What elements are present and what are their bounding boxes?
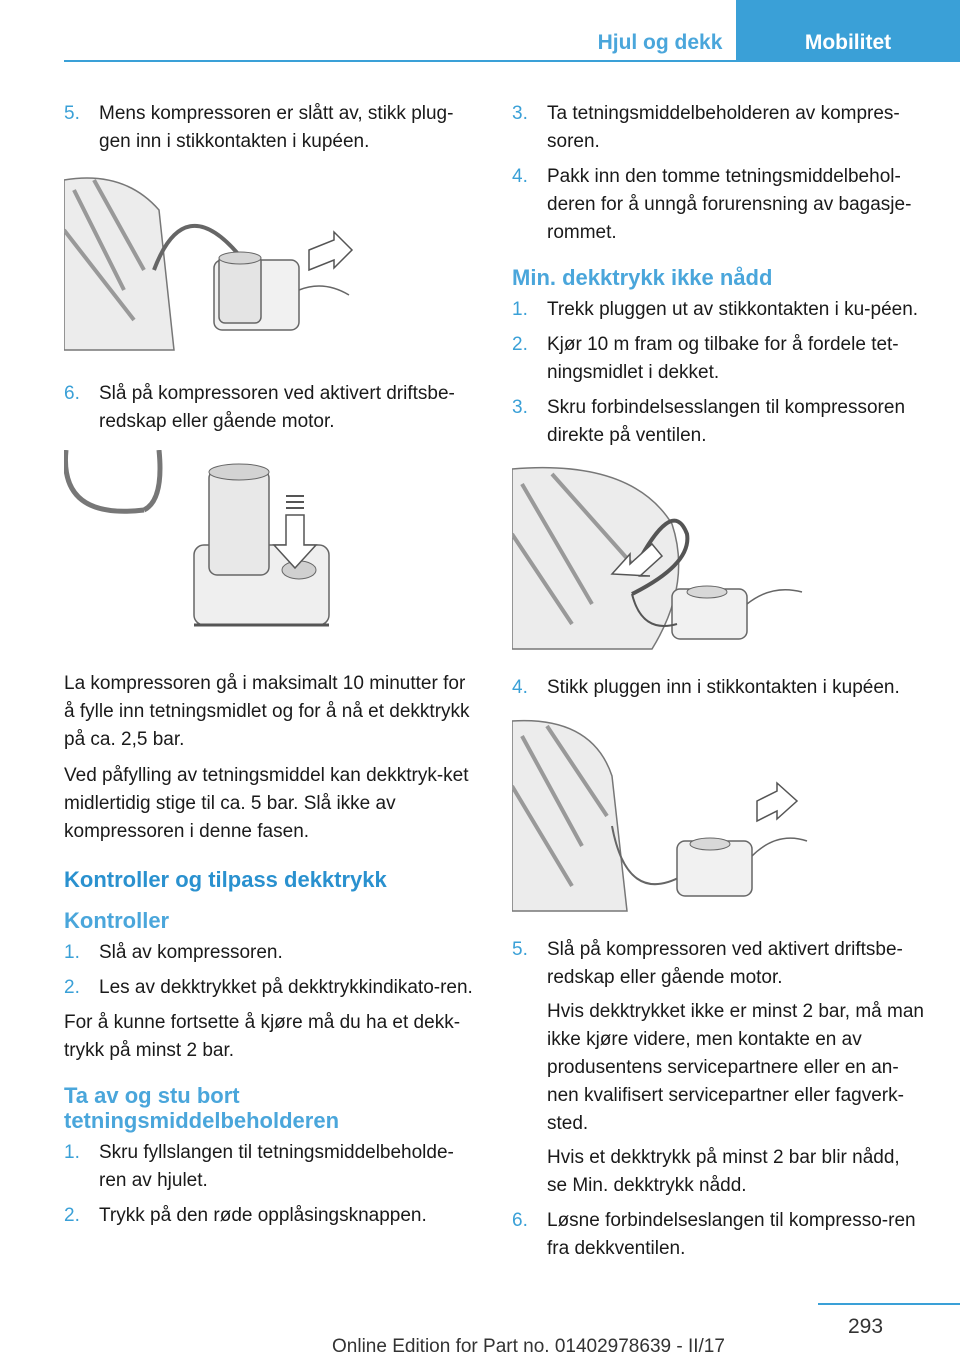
list-text: Mens kompressoren er slått av, stikk plug-gen inn i stikkontakten i kupéen. bbox=[99, 103, 454, 152]
list-item bbox=[512, 100, 924, 156]
list-number: 4. bbox=[512, 677, 528, 698]
list-text: Ta tetningsmiddelbeholderen av kompres-soren. bbox=[547, 103, 900, 152]
list-text: Slå på kompressoren ved aktivert driftsbe-redskap eller gående motor. bbox=[547, 939, 903, 988]
list-number: 2. bbox=[64, 977, 80, 998]
list-item bbox=[512, 394, 924, 450]
list-item bbox=[512, 296, 924, 324]
list-text: Skru forbindelsesslangen til kompressoren direkte på ventilen. bbox=[547, 397, 906, 446]
chapter-tab[interactable]: Mobilitet bbox=[736, 0, 960, 62]
list-item bbox=[64, 1202, 476, 1230]
list-item bbox=[64, 380, 476, 436]
paragraph: For å kunne fortsette å kjøre må du ha et dekk-trykk på minst 2 bar. bbox=[64, 1012, 461, 1061]
list-number: 3. bbox=[512, 397, 528, 418]
list-number: 1. bbox=[512, 299, 528, 320]
list-number: 4. bbox=[512, 166, 528, 187]
page-number: 293 bbox=[848, 1315, 884, 1338]
list-text: Slå av kompressoren. bbox=[99, 942, 283, 963]
paragraph: Ved påfylling av tetningsmiddel kan dekktryk-ket midlertidig stige til ca. 5 bar. Slå ikke av kompressoren i denne fasen. bbox=[64, 765, 469, 842]
list-item bbox=[64, 100, 476, 156]
list-number: 3. bbox=[512, 103, 528, 124]
subsection-heading: Min. dekktrykk ikke nådd bbox=[512, 265, 773, 290]
list-text: Pakk inn den tomme tetningsmiddelbehol-deren for å unngå forurensning av bagasje-rommet. bbox=[547, 166, 912, 243]
list-text: Kjør 10 m fram og tilbake for å fordele tet-ningsmidlet i dekket. bbox=[547, 334, 899, 383]
compressor-plug-illustration bbox=[64, 170, 364, 360]
footer-rule bbox=[818, 1303, 960, 1305]
list-number: 2. bbox=[64, 1205, 80, 1226]
list-text: Løsne forbindelseslangen til kompresso-ren fra dekkventilen. bbox=[547, 1210, 916, 1259]
list-text: Skru fyllslangen til tetningsmiddelbeholde-ren av hjulet. bbox=[99, 1142, 454, 1191]
left-column bbox=[64, 100, 476, 1237]
list-subparagraph: Hvis et dekktrykk på minst 2 bar blir nådd, se Min. dekktrykk nådd. bbox=[547, 1147, 900, 1196]
list-item bbox=[512, 674, 924, 702]
compressor-switch-illustration bbox=[64, 450, 354, 650]
section-tab[interactable]: Hjul og dekk bbox=[584, 0, 736, 60]
list-number: 2. bbox=[512, 334, 528, 355]
list-number: 6. bbox=[512, 1210, 528, 1231]
list-text: Trekk pluggen ut av stikkontakten i ku-péen. bbox=[547, 299, 919, 320]
list-item bbox=[512, 936, 924, 1200]
list-text: Les av dekktrykket på dekktrykkindikato-ren. bbox=[99, 977, 473, 998]
right-column bbox=[512, 100, 924, 1270]
paragraph: La kompressoren gå i maksimalt 10 minutter for å fylle inn tetningsmidlet og for å nå et dekktrykk på ca. 2,5 bar. bbox=[64, 673, 470, 750]
list-item bbox=[64, 974, 476, 1002]
list-number: 6. bbox=[64, 383, 80, 404]
list-text: Slå på kompressoren ved aktivert driftsbe-redskap eller gående motor. bbox=[99, 383, 455, 432]
list-item bbox=[512, 1207, 924, 1263]
list-item bbox=[64, 939, 476, 967]
edition-note: Online Edition for Part no. 01402978639 - II/17 bbox=[332, 1336, 725, 1357]
compressor-plug-in-illustration bbox=[512, 716, 812, 916]
list-item bbox=[512, 163, 924, 247]
list-item bbox=[64, 1139, 476, 1195]
subsection-heading: Kontroller bbox=[64, 908, 170, 933]
list-number: 1. bbox=[64, 1142, 80, 1163]
list-subparagraph: Hvis dekktrykket ikke er minst 2 bar, må man ikke kjøre videre, men kontakte en av produsentens servicepartnere eller en an-nen kvalifisert servicepartner eller fagverk-sted. bbox=[547, 1001, 924, 1134]
list-text: Stikk pluggen inn i stikkontakten i kupéen. bbox=[547, 677, 900, 698]
valve-connection-illustration bbox=[512, 464, 812, 654]
page-header bbox=[0, 0, 960, 62]
list-number: 1. bbox=[64, 942, 80, 963]
list-number: 5. bbox=[512, 939, 528, 960]
list-text: Trykk på den røde opplåsingsknappen. bbox=[99, 1205, 427, 1226]
list-item bbox=[512, 331, 924, 387]
subsection-heading: Ta av og stu bort tetningsmiddelbeholderen bbox=[64, 1083, 340, 1133]
list-number: 5. bbox=[64, 103, 80, 124]
section-heading: Kontroller og tilpass dekktrykk bbox=[64, 867, 387, 892]
